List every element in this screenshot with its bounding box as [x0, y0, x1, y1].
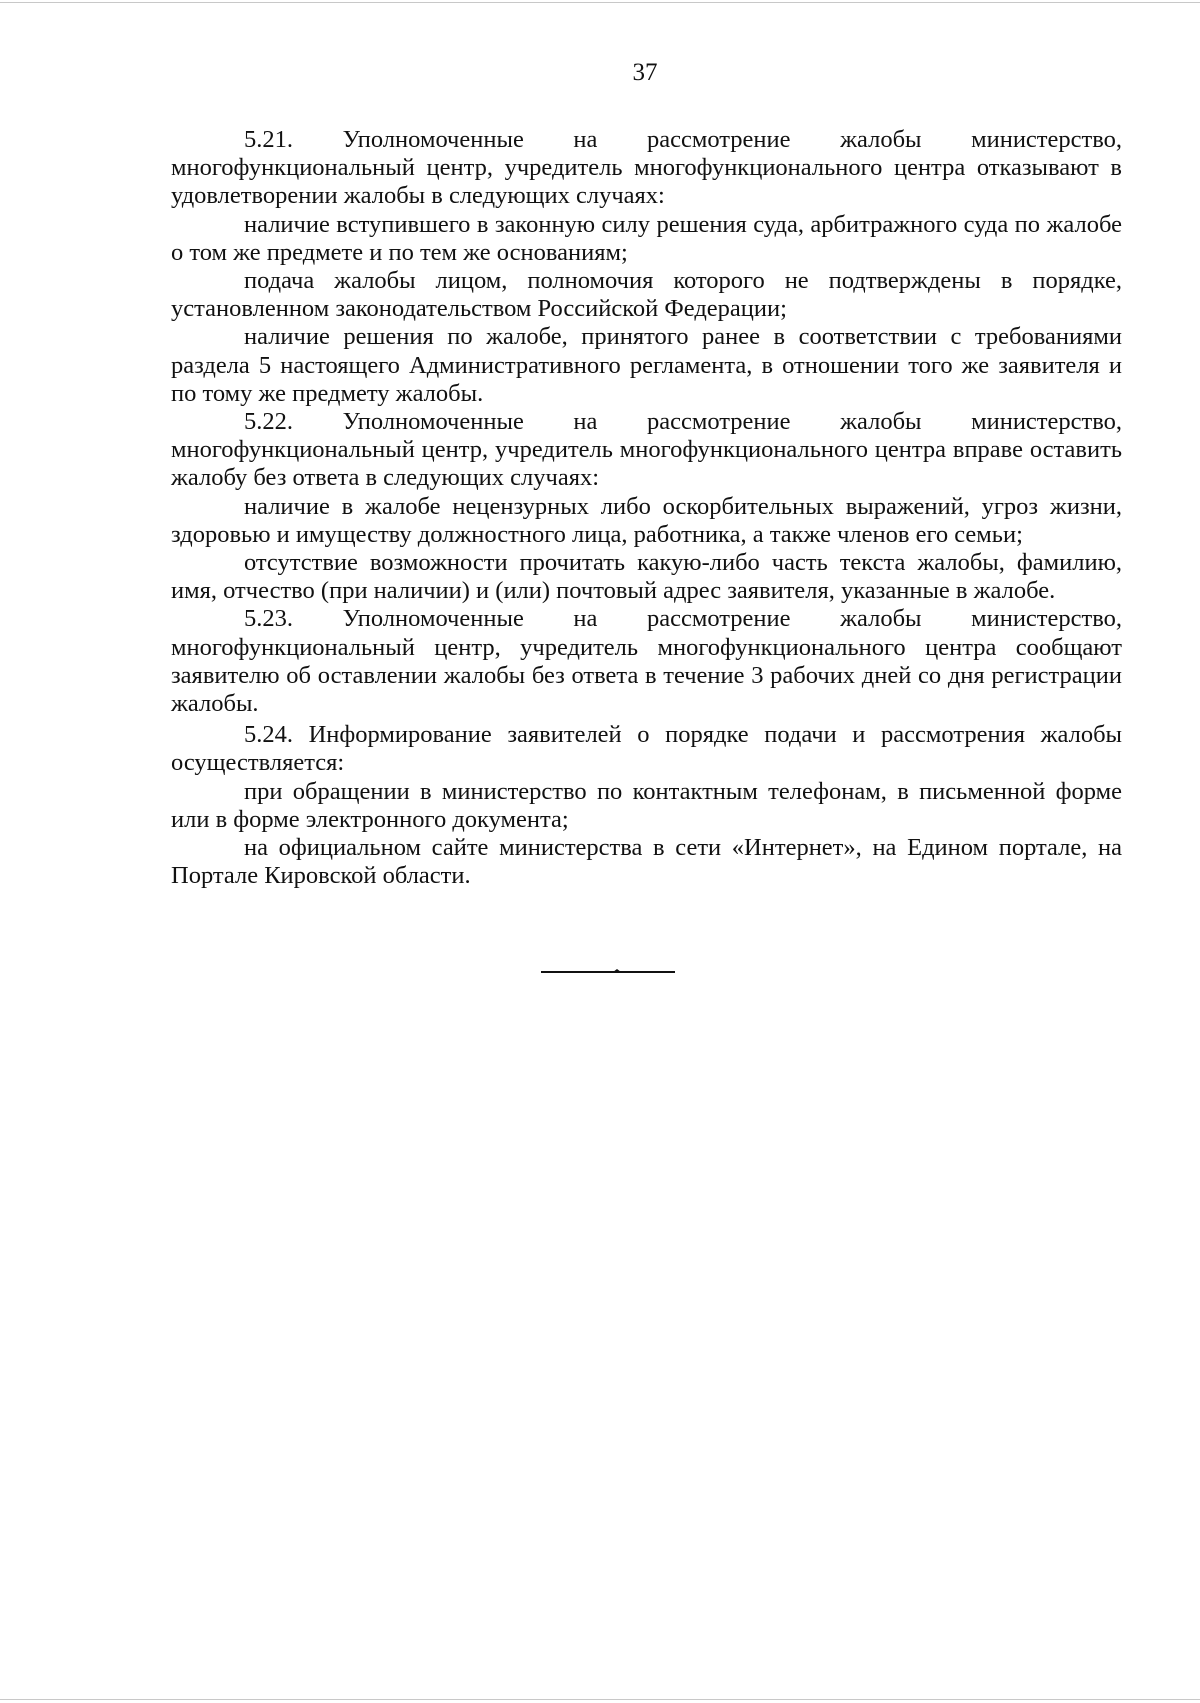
scan-edge-mark: [0, 1699, 1200, 1700]
paragraph-contact-phones: при обращении в министерство по контактным телефонам, в письменной форме или в форме электронного документа;: [171, 777, 1122, 833]
paragraph-5-23: 5.23. Уполномоченные на рассмотрение жалобы министерство, многофункциональный центр, учредитель многофункционального центра сообщают заявителю об оставлении жалобы без ответа в течение 3 рабочих дней со дня регистрации жалобы.: [171, 605, 1122, 718]
paragraph-unauthorized-person: подача жалобы лицом, полномочия которого не подтверждены в порядке, установленном законодательством Российской Федерации;: [171, 267, 1122, 323]
end-of-document-rule: [541, 969, 675, 975]
page-number: 37: [632, 59, 658, 86]
paragraph-5-22: 5.22. Уполномоченные на рассмотрение жалобы министерство, многофункциональный центр, учредитель многофункционального центра вправе оставить жалобу без ответа в следующих случаях:: [171, 408, 1122, 492]
end-rule-line: [541, 971, 675, 973]
paragraph-unreadable-text: отсутствие возможности прочитать какую-либо часть текста жалобы, фамилию, имя, отчество (при наличии) и (или) почтовый адрес заявителя, указанные в жалобе.: [171, 549, 1122, 605]
scan-edge-mark: [0, 2, 1200, 3]
document-body: [171, 126, 1122, 890]
paragraph-5-21: 5.21. Уполномоченные на рассмотрение жалобы министерство, многофункциональный центр, учредитель многофункционального центра отказывают в удовлетворении жалобы в следующих случаях:: [171, 126, 1122, 210]
paragraph-court-decision: наличие вступившего в законную силу решения суда, арбитражного суда по жалобе о том же предмете и по тем же основаниям;: [171, 210, 1122, 266]
paragraph-official-website: на официальном сайте министерства в сети «Интернет», на Едином портале, на Портале Кировской области.: [171, 834, 1122, 890]
paragraph-obscene-language: наличие в жалобе нецензурных либо оскорбительных выражений, угроз жизни, здоровью и имуществу должностного лица, работника, а также членов его семьи;: [171, 492, 1122, 548]
end-rule-tick: [613, 969, 621, 972]
paragraph-5-24: 5.24. Информирование заявителей о порядке подачи и рассмотрения жалобы осуществляется:: [171, 721, 1122, 777]
paragraph-prior-decision: наличие решения по жалобе, принятого ранее в соответствии с требованиями раздела 5 настоящего Административного регламента, в отношении того же заявителя и по тому же предмету жалобы.: [171, 323, 1122, 407]
